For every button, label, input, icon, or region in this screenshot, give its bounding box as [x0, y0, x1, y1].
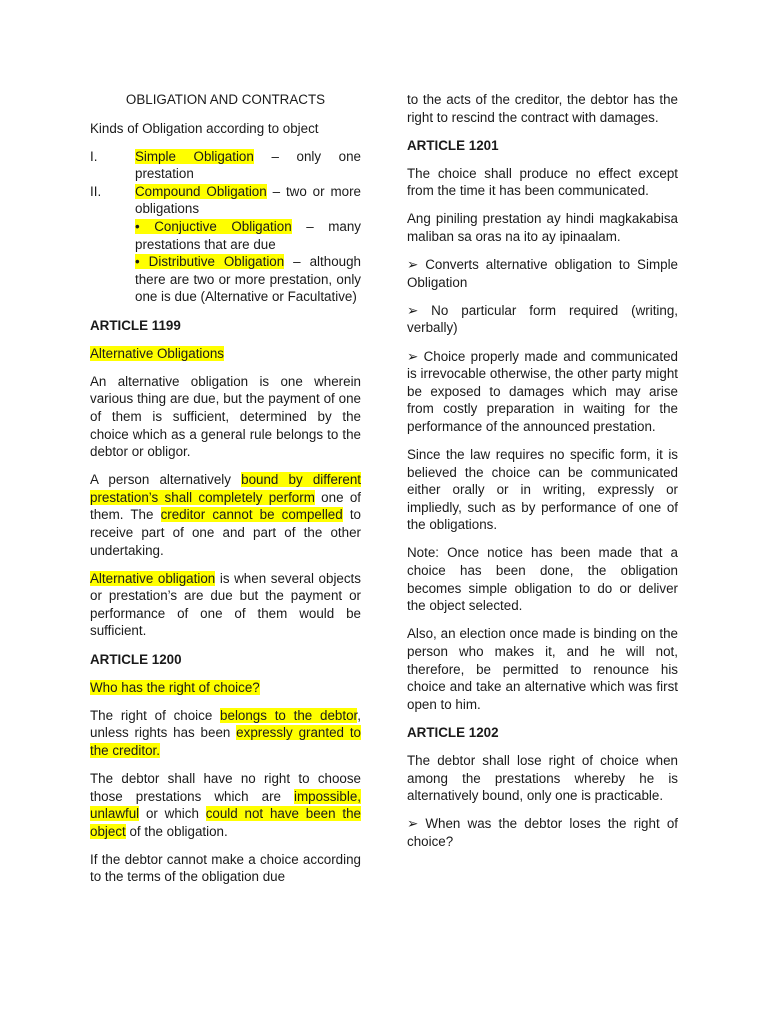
highlight: Alternative Obligations [90, 345, 224, 361]
list-subitem: • Conjuctive Obligation – many prestations that are due [135, 219, 361, 252]
bullet-paragraph: ➢ Converts alternative obligation to Simple Obligation [407, 257, 678, 290]
bullet-paragraph: ➢ When was the debtor loses the right of choice? [407, 816, 678, 849]
paragraph: The debtor shall lose right of choice when among the prestations whereby he is alternatively bound, only one is practicable. [407, 752, 678, 804]
section-subtitle: Kinds of Obligation according to object [90, 120, 319, 136]
highlight: Alternative obligation [90, 570, 216, 586]
article-heading: ARTICLE 1202 [407, 724, 499, 740]
highlight: impossible, unlawful [90, 788, 361, 822]
paragraph: Since the law requires no specific form, it is believed the choice can be communicated either orally or in writing, expressly or impliedly, such as by performance of one of the obligations. [407, 447, 678, 533]
paragraph: Alternative obligation is when several objects or prestation’s are due but the payment or performance of one of them would be sufficient. [90, 570, 361, 639]
highlight: Who has the right of choice? [90, 679, 260, 695]
list-item: II. Compound Obligation – two or more obligations [90, 183, 361, 217]
article-heading: ARTICLE 1200 [90, 651, 182, 667]
paragraph: If the debtor cannot make a choice according to the terms of the obligation due [90, 851, 361, 885]
right-column [407, 91, 678, 861]
paragraph: Ang piniling prestation ay hindi magkakabisa maliban sa oras na ito ay ipinaalam. [407, 211, 678, 245]
bullet-paragraph: ➢ No particular form required (writing, verbally) [407, 302, 678, 336]
paragraph: The choice shall produce no effect except from the time it has been communicated. [407, 165, 678, 199]
highlight: creditor cannot be compelled [160, 507, 343, 523]
paragraph: An alternative obligation is one wherein various thing are due, but the payment of one of them is sufficient, determined by the choice which as a general rule belongs to the debtor or obligor. [90, 373, 361, 460]
highlight: • Distributive Obligation [135, 254, 285, 270]
highlight: • Conjuctive Obligation [135, 219, 292, 235]
article-heading: ARTICLE 1199 [90, 317, 181, 333]
article-heading: ARTICLE 1201 [407, 137, 499, 153]
paragraph: A person alternatively bound by different prestation’s shall completely perform one of them. The creditor cannot be compelled to receive part of one and part of the other undertaking. [90, 472, 362, 558]
paragraph: Note: Once notice has been made that a choice has been done, the obligation becomes simple obligation to do or deliver the object selected. [407, 545, 678, 614]
bullet-paragraph: ➢ Choice properly made and communicated is irrevocable otherwise, the other party might be exposed to damages which may arise from costly preparation in waiting for the performance of the announced prestation. [407, 348, 678, 434]
highlight: belongs to the debtor [220, 707, 358, 723]
highlight: bound by different prestation’s shall completely perform [90, 472, 361, 505]
left-column [90, 91, 361, 897]
paragraph: to the acts of the creditor, the debtor has the right to rescind the contract with damages. [407, 92, 678, 125]
paragraph: The debtor shall have no right to choose those prestations which are impossible, unlawful or which could not have been the object of the obligation. [90, 771, 361, 839]
highlight: could not have been the object [90, 806, 361, 839]
obligation-kinds-list [90, 148, 361, 306]
list-subitem: • Distributive Obligation – although there are two or more prestation, only one is due (Alternative or Facultative) [135, 254, 361, 305]
document-title: OBLIGATION AND CONTRACTS [125, 92, 326, 107]
paragraph: The right of choice belongs to the debtor, unless rights has been expressly granted to the creditor. [90, 707, 361, 758]
highlight: Simple Obligation [135, 148, 254, 164]
list-item: I. Simple Obligation – only one prestation [90, 148, 362, 182]
highlight: expressly granted to the creditor. [90, 725, 361, 758]
paragraph: Also, an election once made is binding on the person who makes it, and he will not, therefore, be permitted to renounce his choice and take an alternative which was first open to him. [407, 626, 678, 712]
highlight: Compound Obligation [135, 183, 267, 199]
